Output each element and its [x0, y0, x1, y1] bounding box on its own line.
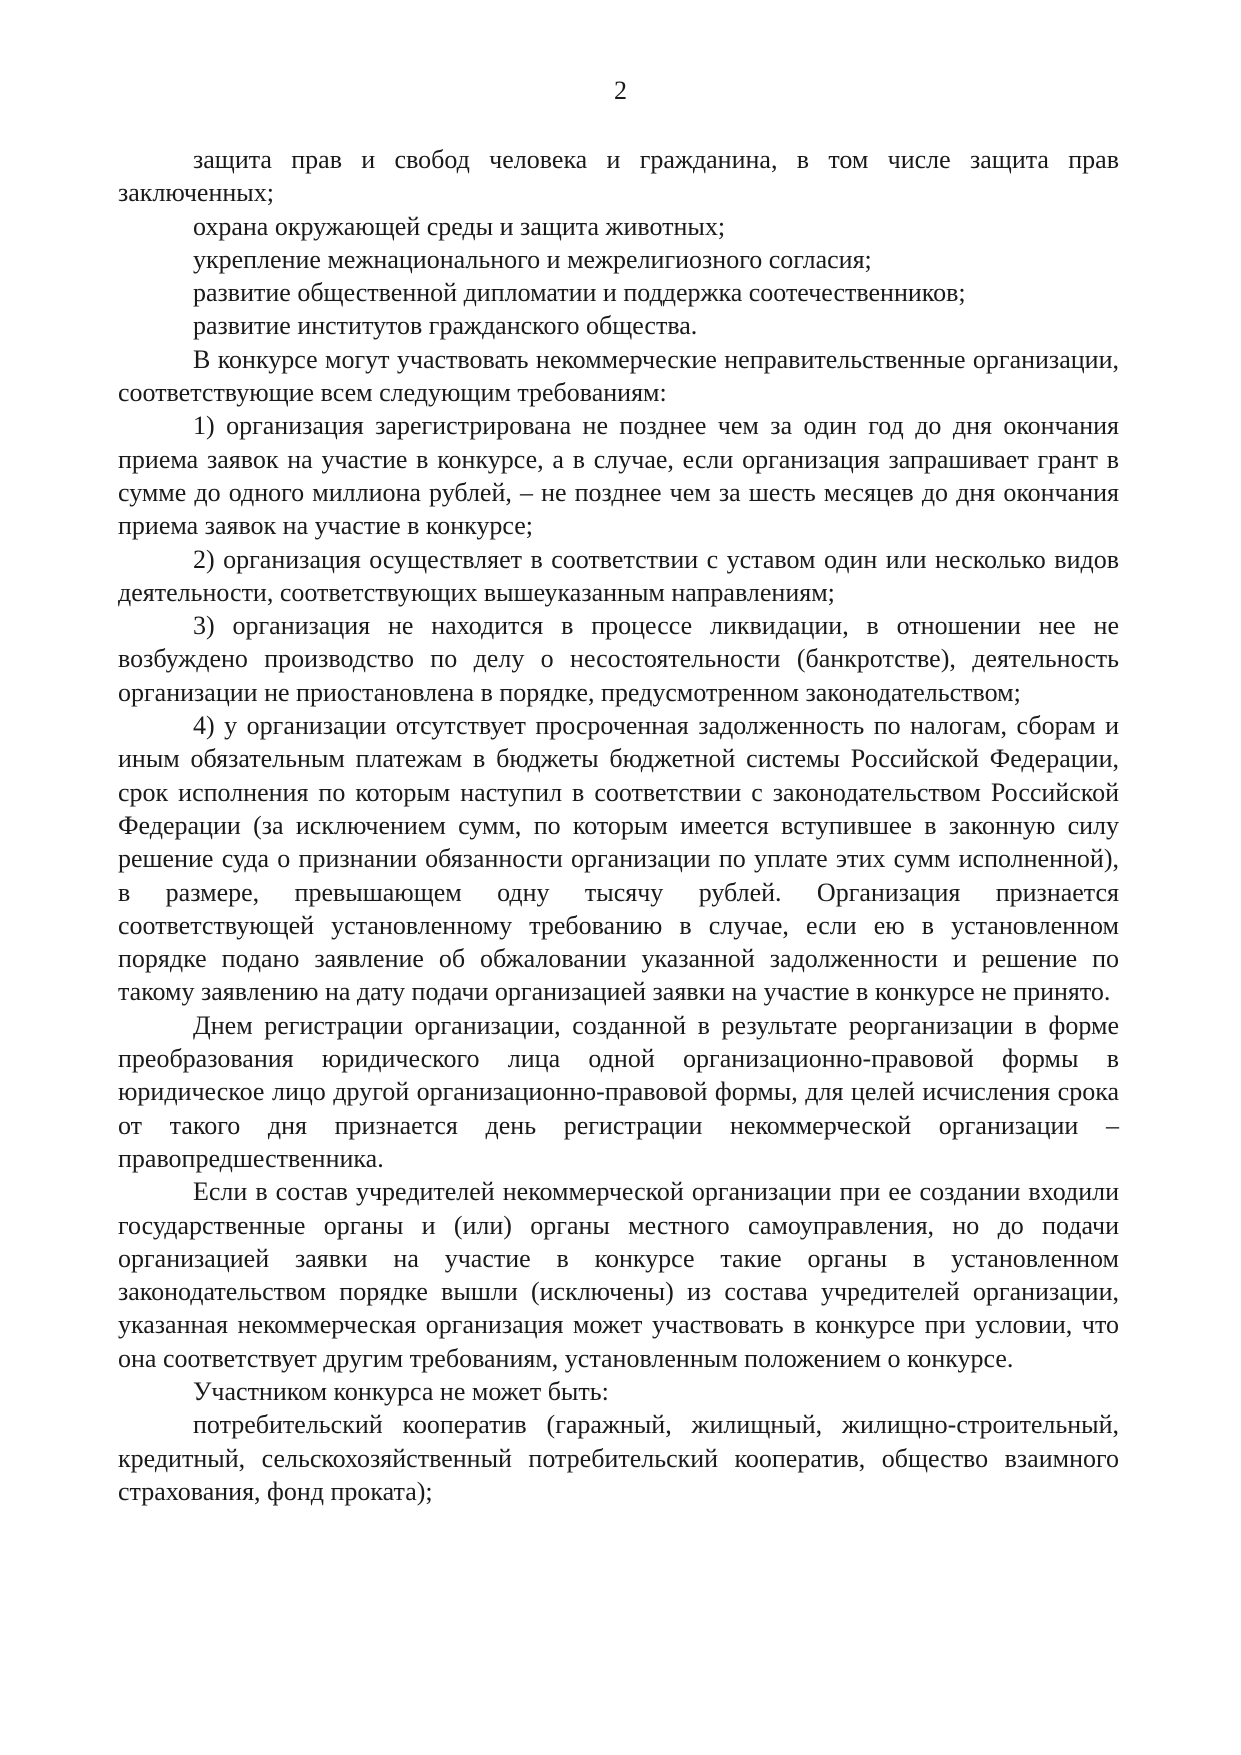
paragraph-requirement-4: 4) у организации отсутствует просроченная задолженность по налогам, сборам и иным обязательным платежам в бюджеты бюджетной системы Российской Федерации, срок исполнения по которым наступил в соответствии с законодательством Российской Федерации (за исключением сумм, по которым имеется вступившее в законную силу решение суда о признании обязанности организации по уплате этих сумм исполненной), в размере, превышающем одну тысячу рублей. Организация признается соответствующей установленному требованию в случае, если ею в установленном порядке подано заявление об обжаловании указанной задолженности и решение по такому заявлению на дату подачи организацией заявки на участие в конкурсе не принято.: [118, 711, 1119, 1007]
paragraph-exclusions-intro: Участником конкурса не может быть:: [193, 1376, 609, 1406]
paragraph-consumer-cooperative: потребительский кооператив (гаражный, жилищный, жилищно-строительный, кредитный, сельскохозяйственный потребительский кооператив, общество взаимного страхования, фонд проката);: [118, 1410, 1119, 1506]
paragraph-human-rights: защита прав и свобод человека и гражданина, в том числе защита прав заключенных;: [118, 145, 1119, 208]
paragraph-diplomacy: развитие общественной дипломатии и поддержка соотечественников;: [193, 278, 966, 308]
paragraph-eligibility-intro: В конкурсе могут участвовать некоммерческие неправительственные организации, соответствующие всем следующим требованиям:: [118, 344, 1119, 408]
paragraph-requirement-3: 3) организация не находится в процессе ликвидации, в отношении нее не возбуждено производство по делу о несостоятельности (банкротстве), деятельность организации не приостановлена в порядке, предусмотренном законодательством;: [118, 611, 1119, 707]
paragraph-reorganization: Днем регистрации организации, созданной в результате реорганизации в форме преобразования юридического лица одной организационно-правовой формы в юридическое лицо другой организационно-правовой формы, для целей исчисления срока от такого дня признается день регистрации некоммерческой организации – правопредшественника.: [118, 1010, 1119, 1173]
paragraph-civil-society: развитие институтов гражданского общества.: [193, 311, 698, 341]
paragraph-environment: охрана окружающей среды и защита животных;: [193, 211, 726, 241]
document-body: [118, 143, 1119, 1508]
paragraph-interethnic: укрепление межнационального и межрелигиозного согласия;: [193, 244, 872, 274]
paragraph-requirement-2: 2) организация осуществляет в соответствии с уставом один или несколько видов деятельности, соответствующих вышеуказанным направлениям;: [118, 544, 1119, 607]
paragraph-founders: Если в состав учредителей некоммерческой организации при ее создании входили государственные органы и (или) органы местного самоуправления, но до подачи организацией заявки на участие в конкурсе такие органы в установленном законодательством порядке вышли (исключены) из состава учредителей организации, указанная некоммерческая организация может участвовать в конкурсе при условии, что она соответствует другим требованиям, установленным положением о конкурсе.: [118, 1177, 1119, 1373]
paragraph-requirement-1: 1) организация зарегистрирована не позднее чем за один год до дня окончания приема заявок на участие в конкурсе, а в случае, если организация запрашивает грант в сумме до одного миллиона рублей, – не позднее чем за шесть месяцев до дня окончания приема заявок на участие в конкурсе;: [118, 411, 1119, 541]
page-number: 2: [614, 76, 627, 105]
